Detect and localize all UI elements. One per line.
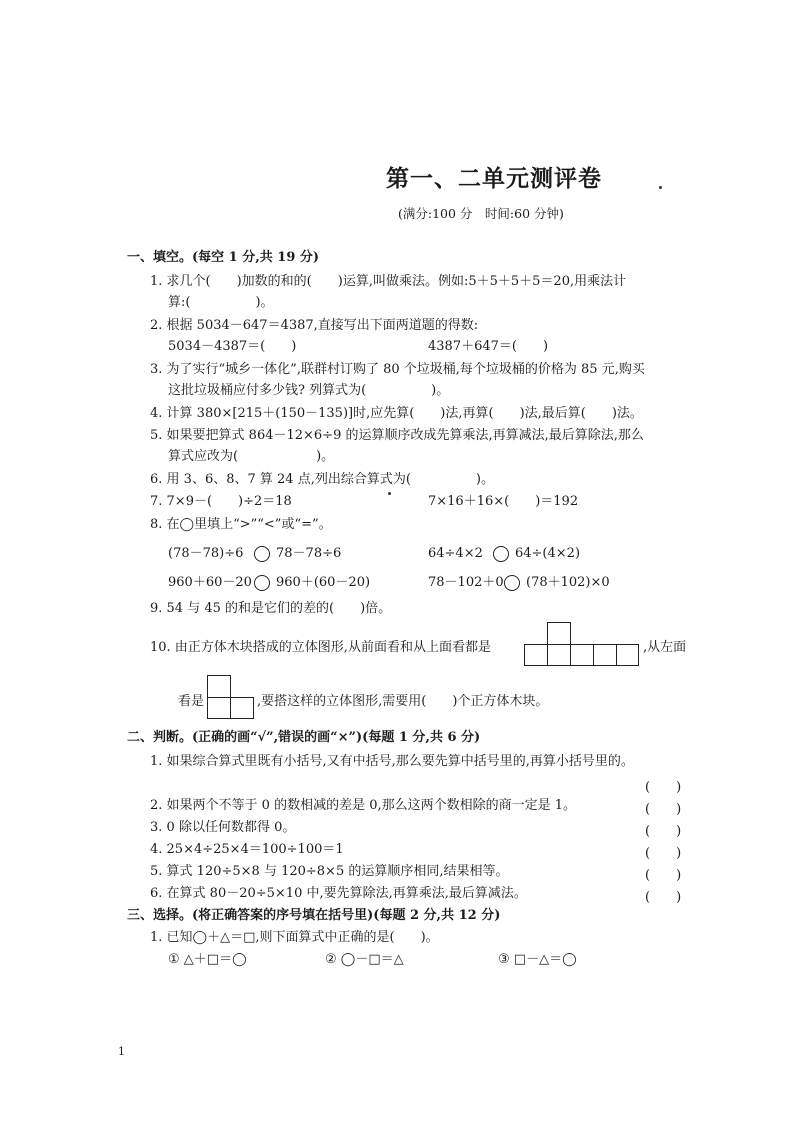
- question-1-3-line2: 这批垃圾桶应付多少钱? 列算式为( )。: [168, 383, 450, 398]
- question-1-9: 9. 54 与 45 的和是它们的差的( )倍。: [150, 601, 392, 616]
- judge-item-1: 1. 如果综合算式里既有小括号,又有中括号,那么要先算中括号里的,再算小括号里的。: [150, 754, 634, 769]
- scan-speck: [388, 492, 391, 495]
- section-3-header: 三、选择。(将正确答案的序号填在括号里)(每题 2 分,共 12 分): [127, 908, 501, 923]
- question-1-2-line1: 2. 根据 5034－647＝4387,直接写出下面两道题的得数:: [150, 318, 479, 333]
- compare-d-right: (78＋102)×0: [526, 575, 610, 590]
- judge-answer-1[interactable]: ( ): [645, 780, 682, 795]
- question-1-2-expr-b: 4387＋647＝( ): [428, 339, 549, 354]
- question-1-4: 4. 计算 380×[215＋(150－135)]时,应先算( )法,再算( )法,最后算( )法。: [150, 406, 643, 421]
- judge-item-3: 3. 0 除以任何数都得 0。: [150, 820, 296, 835]
- page-number: 1: [118, 1045, 125, 1058]
- compare-c-circle[interactable]: [254, 575, 270, 591]
- judge-item-6: 6. 在算式 80－20÷5×10 中,要先算除法,再算乘法,最后算减法。: [150, 886, 527, 901]
- section-1-header: 一、填空。(每空 1 分,共 19 分): [127, 250, 320, 265]
- choice-question-1: 1. 已知◯＋△＝□,则下面算式中正确的是( )。: [150, 930, 439, 945]
- compare-a-circle[interactable]: [254, 546, 270, 562]
- compare-a-right: 78－78÷6: [276, 546, 342, 561]
- page-title: 第一、二单元测评卷: [386, 165, 602, 192]
- question-1-5-line2: 算式应改为( )。: [168, 449, 335, 464]
- judge-answer-2[interactable]: ( ): [645, 802, 682, 817]
- section-2-header: 二、判断。(正确的画“√”,错误的画“×”)(每题 1 分,共 6 分): [127, 730, 481, 745]
- judge-item-2: 2. 如果两个不等于 0 的数相减的差是 0,那么这两个数相除的商一定是 1。: [150, 798, 577, 813]
- page-subtitle: (满分:100 分 时间:60 分钟): [398, 206, 564, 221]
- question-1-10-part4: ,要搭这样的立体图形,需要用( )个正方体木块。: [257, 694, 549, 709]
- compare-c-left: 960＋60－20: [168, 575, 252, 590]
- question-1-5-line1: 5. 如果要把算式 864－12×6÷9 的运算顺序改成先算乘法,再算减法,最后算除法,那么: [150, 428, 644, 443]
- judge-item-4: 4. 25×4÷25×4＝100÷100＝1: [150, 842, 344, 857]
- left-view-figure: [207, 675, 254, 719]
- scan-speck: [659, 186, 662, 189]
- judge-answer-5[interactable]: ( ): [645, 868, 682, 883]
- compare-d-left: 78－102＋0: [428, 575, 504, 590]
- question-1-6: 6. 用 3、6、8、7 算 24 点,列出综合算式为( )。: [150, 472, 494, 487]
- question-1-10-part1: 10. 由正方体木块搭成的立体图形,从前面看和从上面看都是: [150, 640, 491, 655]
- compare-a-left: (78－78)÷6: [168, 546, 244, 561]
- question-1-3-line1: 3. 为了实行“城乡一体化”,联群村订购了 80 个垃圾桶,每个垃圾桶的价格为 85 元,购买: [150, 362, 645, 377]
- choice-option-2[interactable]: ② ◯－□＝△: [325, 952, 404, 967]
- question-1-1-line1: 1. 求几个( )加数的和的( )运算,叫做乘法。例如:5＋5＋5＋5＝20,用乘法计: [150, 274, 627, 289]
- compare-b-right: 64÷(4×2): [515, 546, 581, 561]
- judge-item-5: 5. 算式 120÷5×8 与 120÷8×5 的运算顺序相同,结果相等。: [150, 864, 509, 879]
- compare-b-circle[interactable]: [493, 546, 509, 562]
- question-1-10-part3: 看是: [178, 694, 205, 709]
- question-1-10-part2: ,从左面: [643, 640, 687, 655]
- judge-answer-4[interactable]: ( ): [645, 846, 682, 861]
- choice-option-1[interactable]: ① △＋□＝◯: [168, 952, 247, 967]
- question-1-8: 8. 在◯里填上“>”“<”或“=”。: [150, 517, 332, 532]
- front-top-view-figure: [524, 622, 639, 667]
- judge-answer-6[interactable]: ( ): [645, 890, 682, 905]
- question-1-1-line2: 算:( )。: [168, 295, 274, 310]
- question-1-7-a: 7. 7×9－( )÷2＝18: [150, 494, 292, 509]
- judge-answer-3[interactable]: ( ): [645, 824, 682, 839]
- question-1-2-expr-a: 5034－4387＝( ): [168, 339, 297, 354]
- choice-option-3[interactable]: ③ □－△＝◯: [498, 952, 577, 967]
- compare-c-right: 960＋(60－20): [276, 575, 371, 590]
- question-1-7-b: 7×16＋16×( )＝192: [428, 494, 579, 509]
- compare-d-circle[interactable]: [504, 575, 520, 591]
- compare-b-left: 64÷4×2: [428, 546, 483, 561]
